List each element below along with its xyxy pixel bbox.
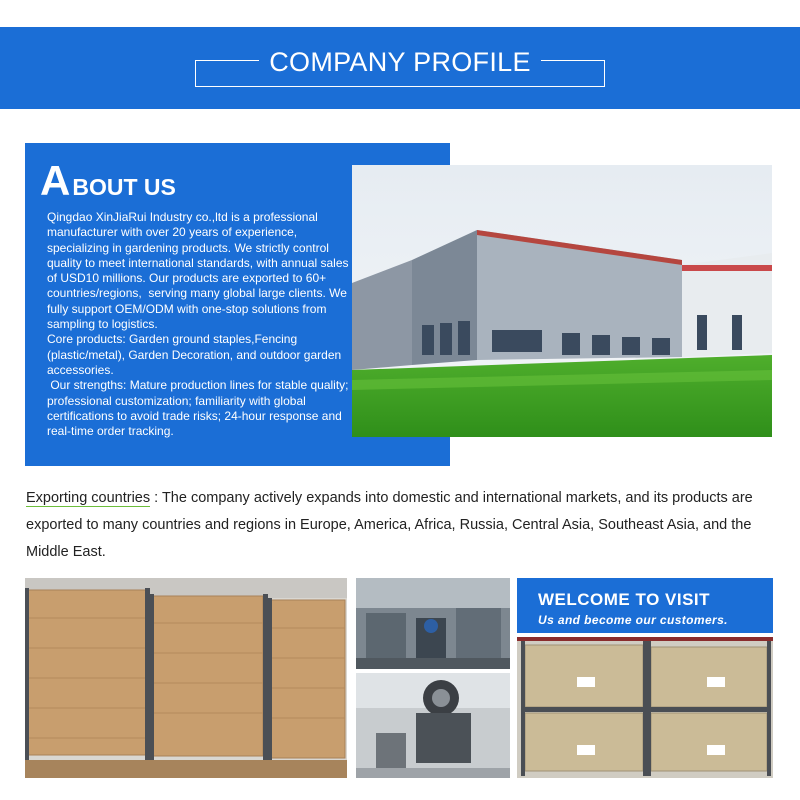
header-banner xyxy=(0,27,800,109)
page-title xyxy=(0,47,800,78)
machinery-photo xyxy=(356,673,510,778)
about-heading-initial: A xyxy=(40,157,71,204)
workshop-photo xyxy=(356,578,510,669)
about-heading-rest: BOUT US xyxy=(72,174,176,200)
export-label: Exporting countries xyxy=(26,490,151,506)
warehouse-cartons-photo xyxy=(25,578,347,778)
factory-illustration xyxy=(352,165,772,437)
about-heading xyxy=(40,157,176,205)
packed-cartons-photo xyxy=(517,637,773,778)
factory-photo xyxy=(352,165,772,437)
export-text: : The company actively expands into domestic and international markets, and its products are exported to many countries and regions in Europe, America, Africa, Russia, Central Asia, Southeast Asia, and the Middle East. xyxy=(26,490,753,560)
welcome-banner xyxy=(517,578,773,633)
welcome-subtitle: Us and become our customers. xyxy=(538,613,728,627)
about-description: Qingdao XinJiaRui Industry co.,ltd is a professional manufacturer with over 20 years of experience, specializing in gardening products. We strictly control quality to meet international standards, with annual sales of USD10 millions. Our products are exported to 60+ countries/regions, serving many global large clients. We fully support OEM/ODM with one-stop solutions from sampling to logistics. Core products: Garden ground staples,Fencing (plastic/metal), Garden Decoration, and outdoor garden accessories. Our strengths: Mature production lines for stable quality; professional customization; familiarity with global certifications to avoid trade risks; 24-hour response and real-time order tracking. xyxy=(47,210,349,439)
export-paragraph xyxy=(26,485,778,566)
welcome-title: WELCOME TO VISIT xyxy=(538,590,711,609)
banner-arrow-icon xyxy=(395,110,405,116)
page-title-text: COMPANY PROFILE xyxy=(259,47,541,77)
